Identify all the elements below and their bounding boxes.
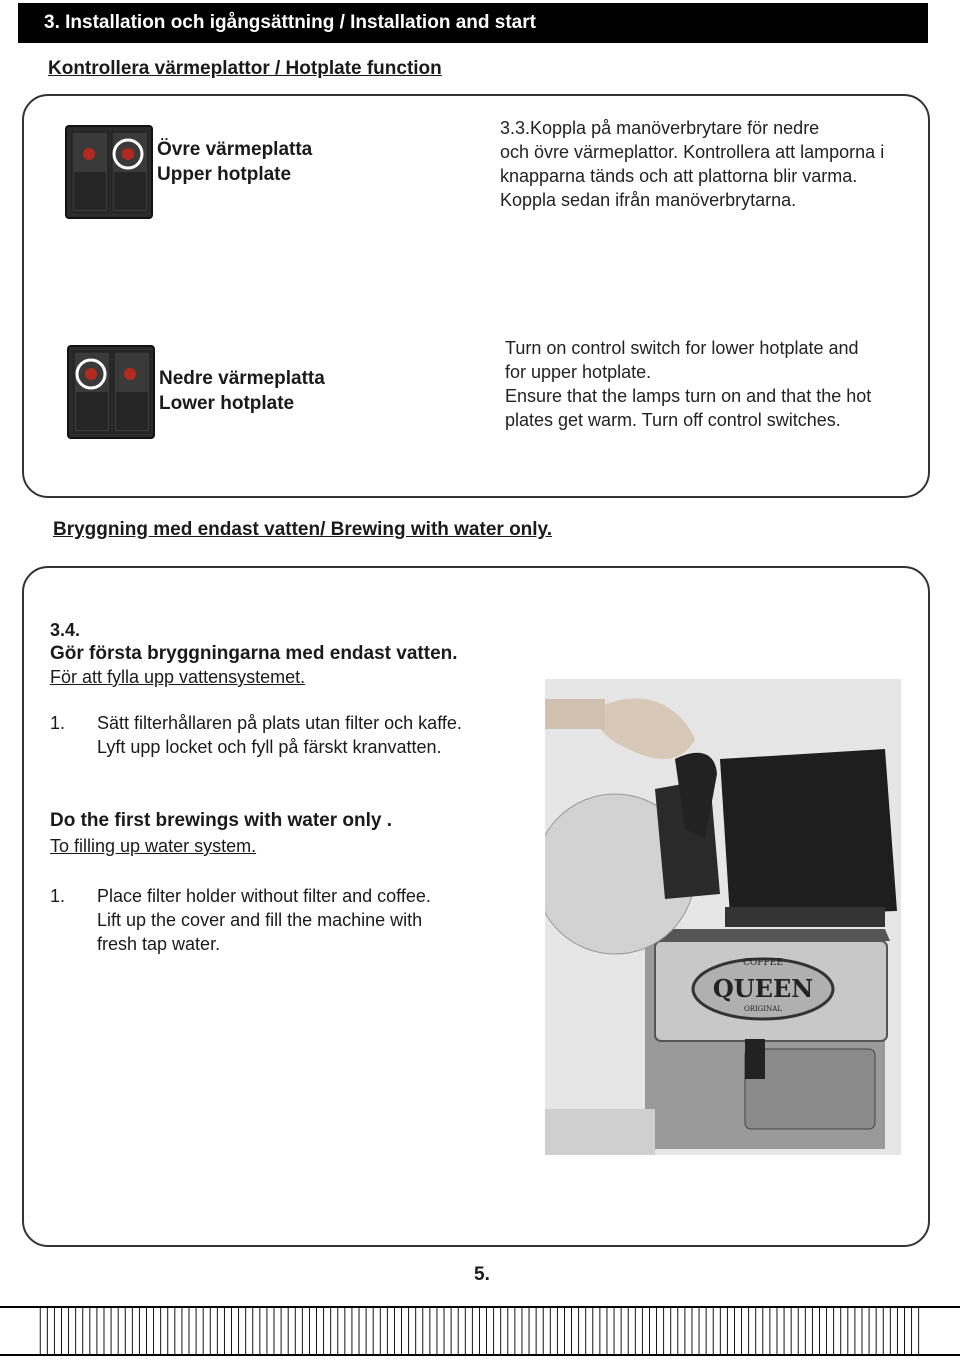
hotplate-panel bbox=[22, 94, 930, 498]
hotplate-section-heading: Kontrollera värmeplattor / Hotplate function bbox=[48, 58, 442, 79]
sv-brewing-subtitle: För att fylla upp vattensystemet. bbox=[50, 667, 306, 687]
brewing-section-heading: Bryggning med endast vatten/ Brewing with water only. bbox=[53, 519, 552, 540]
sv-step-1 bbox=[50, 711, 530, 761]
brewing-panel bbox=[22, 566, 930, 1247]
upper-hotplate-switch-image bbox=[64, 124, 156, 222]
en-brewing-subtitle: To filling up water system. bbox=[50, 836, 257, 856]
lower-hotplate-switch-image bbox=[66, 344, 158, 442]
en-step-line-1: Place filter holder without filter and coffee. bbox=[97, 886, 431, 906]
en-step-number: 1. bbox=[50, 886, 66, 906]
en-step-line-2: Lift up the cover and fill the machine with bbox=[97, 910, 423, 930]
sv-instruction-line-3: knapparna tänds och att plattorna blir varma. bbox=[500, 166, 858, 186]
footer-stripe-bar bbox=[0, 1306, 960, 1356]
en-step-1 bbox=[50, 884, 530, 959]
logo-bottom-text: ORIGINAL bbox=[744, 1005, 782, 1013]
lower-hotplate-label-sv: Nedre värmeplatta bbox=[159, 368, 325, 389]
sv-instruction-line-4: Koppla sedan ifrån manöverbrytarna. bbox=[500, 190, 797, 210]
sv-step-line-2: Lyft upp locket och fyll på färskt kranvatten. bbox=[97, 737, 442, 757]
upper-hotplate-label-en: Upper hotplate bbox=[157, 164, 292, 185]
coffee-machine-photo bbox=[545, 679, 901, 1155]
sv-instruction-line-2: och övre värmeplattor. Kontrollera att lamporna i bbox=[500, 142, 885, 162]
en-instruction-line-2: for upper hotplate. bbox=[505, 362, 652, 382]
en-instruction-line-4: plates get warm. Turn off control switches. bbox=[505, 410, 841, 430]
en-step-line-3: fresh tap water. bbox=[97, 934, 221, 954]
sv-brewing-title: Gör första bryggningarna med endast vatten. bbox=[50, 643, 458, 664]
page-title: 3. Installation och igångsättning / Installation and start bbox=[44, 12, 536, 33]
page-number: 5. bbox=[474, 1264, 490, 1285]
header-bar bbox=[18, 3, 928, 43]
logo-main-text: QUEEN bbox=[712, 974, 814, 1003]
en-brewing-title: Do the first brewings with water only . bbox=[50, 810, 393, 831]
sv-instruction-line-1: 3.3.Koppla på manöverbrytare för nedre bbox=[500, 118, 820, 138]
en-instruction-line-1: Turn on control switch for lower hotplate and bbox=[505, 338, 859, 358]
sv-step-line-1: Sätt filterhållaren på plats utan filter och kaffe. bbox=[97, 713, 462, 733]
sv-step-number: 1. bbox=[50, 713, 66, 733]
lower-hotplate-label-en: Lower hotplate bbox=[159, 393, 295, 414]
en-instruction-line-3: Ensure that the lamps turn on and that the hot bbox=[505, 386, 872, 406]
upper-hotplate-label-sv: Övre värmeplatta bbox=[157, 139, 313, 160]
section-number: 3.4. bbox=[50, 620, 81, 640]
logo-top-text: COFFEE bbox=[743, 958, 783, 968]
